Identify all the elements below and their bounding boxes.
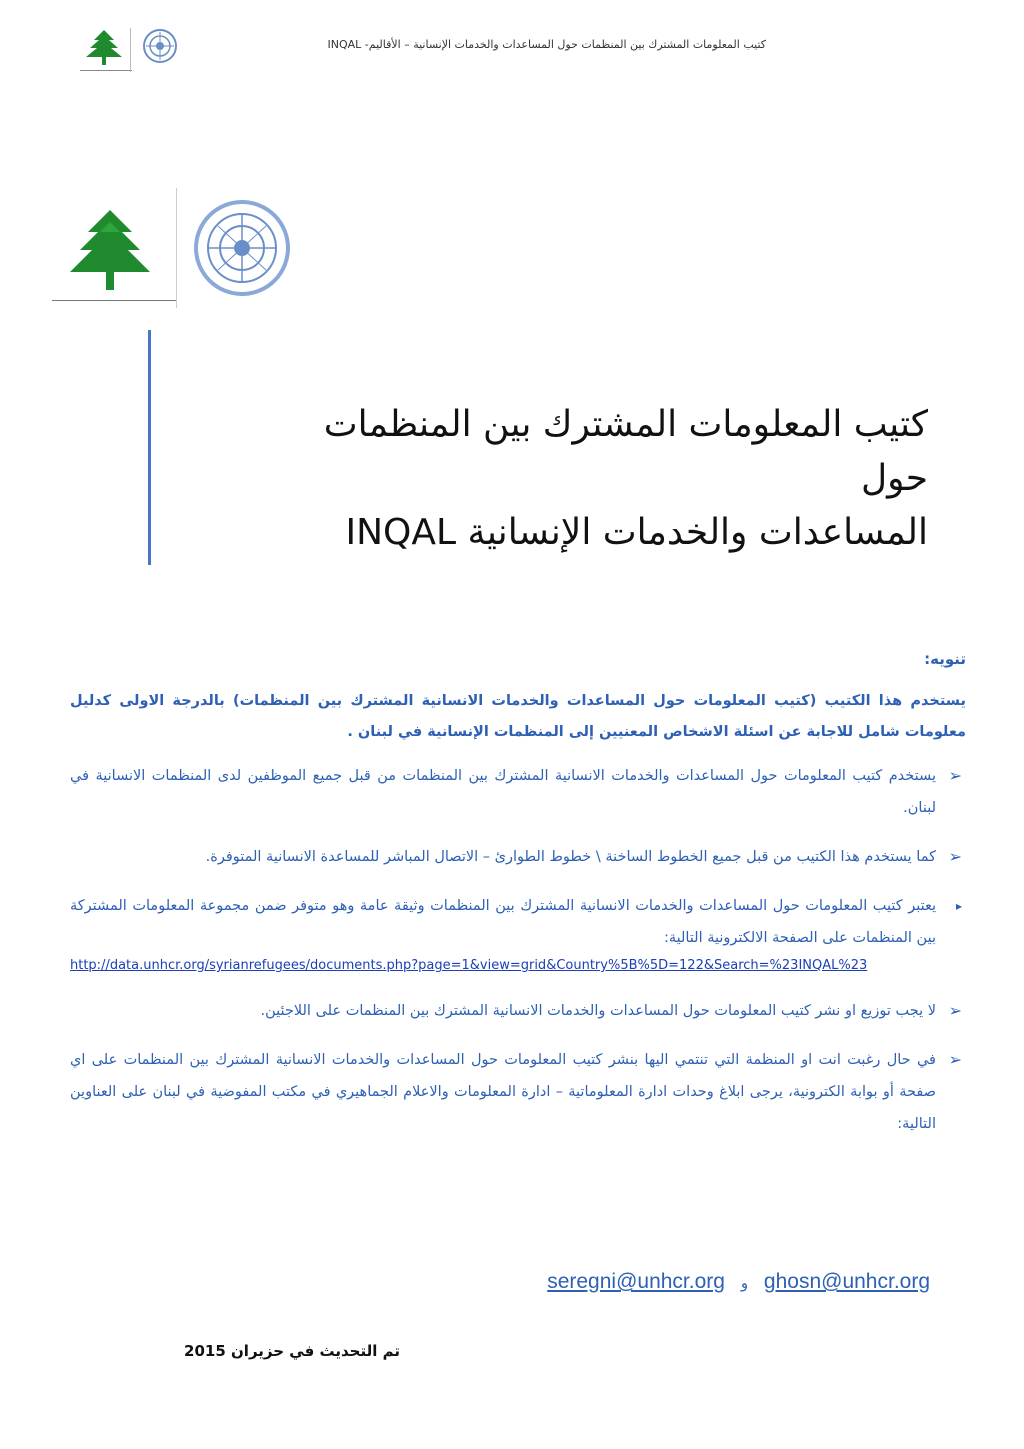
bullet-text: يعتبر كتيب المعلومات حول المساعدات والخدمات الانسانية المشترك بين المنظمات وثيقة عامة وهو متوفر ضمن مجموعة المعلومات المشتركة بين المنظمات على الصفحة الالكترونية التالية: — [70, 898, 936, 946]
list-item — [70, 890, 966, 978]
notice-bullets — [70, 760, 966, 1140]
bullet-text: كما يستخدم هذا الكتيب من قبل جميع الخطوط الساخنة \ خطوط الطوارئ – الاتصال المباشر للمساعدة الانسانية المتوفرة. — [205, 849, 936, 865]
email-separator: و — [740, 1275, 749, 1292]
cedar-tree-icon — [70, 210, 150, 290]
documents-link[interactable]: http://data.unhcr.org/syrianrefugees/documents.php?page=1&view=grid&Country%5B%5D=122&Search=%23INQAL%23 — [70, 958, 868, 973]
notice-intro: يستخدم هذا الكتيب (كتيب المعلومات حول المساعدات والخدمات الانسانية المشترك بين المنظمات) بالدرجة الاولى كدليل معلومات شامل للاجابة عن اسئلة الاشخاص المعنيين إلى المنظمات الإنسانية في لبنان . — [70, 693, 966, 740]
email-link-ghosn[interactable]: ghosn@unhcr.org — [763, 1270, 930, 1293]
header-logos — [78, 26, 188, 74]
title-accent-bar — [148, 330, 151, 565]
triangle-bullet-icon: ▸ — [955, 899, 962, 913]
notice-section — [70, 650, 966, 1157]
title-line-2: المساعدات والخدمات الإنسانية INQAL — [345, 512, 928, 553]
list-item — [70, 841, 966, 873]
list-item — [70, 1044, 966, 1140]
updated-date: تم التحديث في حزيران 2015 — [184, 1342, 400, 1360]
un-emblem-icon — [196, 202, 288, 294]
header-divider — [130, 28, 131, 72]
cedar-tree-icon — [86, 30, 122, 65]
running-header: كتيب المعلومات المشترك بين المنظمات حول المساعدات والخدمات الإنسانية – الأقاليم- INQAL — [327, 38, 766, 51]
bullet-text: في حال رغبت انت او المنظمة التي تنتمي اليها بنشر كتيب المعلومات حول المساعدات والخدمات الانسانية المشترك بين المنظمات على اي صفحة أو بوابة الكترونية، يرجى ابلاغ وحدات ادارة المعلوماتية – ادارة المعلومات والاعلام الجماهيري في مكتب المفوضية في لبنان على العناوين التالية: — [70, 1052, 936, 1132]
page-title — [260, 398, 928, 560]
bullet-text: لا يجب توزيع او نشر كتيب المعلومات حول المساعدات والخدمات الانسانية المشترك بين المنظمات على اللاجئين. — [260, 1003, 936, 1019]
notice-label: تنويه: — [924, 650, 966, 668]
arrow-bullet-icon: ➢ — [948, 1001, 962, 1020]
list-item — [70, 995, 966, 1027]
header-rule — [80, 70, 132, 71]
email-link-seregni[interactable]: seregni@unhcr.org — [547, 1270, 725, 1293]
cover-rule — [52, 300, 176, 301]
arrow-bullet-icon: ➢ — [948, 766, 962, 785]
contact-emails — [470, 1270, 930, 1294]
cover-divider — [176, 188, 177, 308]
arrow-bullet-icon: ➢ — [948, 1050, 962, 1069]
title-line-1: كتيب المعلومات المشترك بين المنظمات حول — [323, 404, 928, 499]
arrow-bullet-icon: ➢ — [948, 847, 962, 866]
bullet-text: يستخدم كتيب المعلومات حول المساعدات والخدمات الانسانية المشترك بين المنظمات من قبل جميع الموظفين لدى المنظمات الانسانية في لبنان. — [70, 768, 936, 816]
cover-logos — [50, 200, 300, 312]
un-emblem-icon — [144, 30, 176, 62]
list-item — [70, 760, 966, 824]
